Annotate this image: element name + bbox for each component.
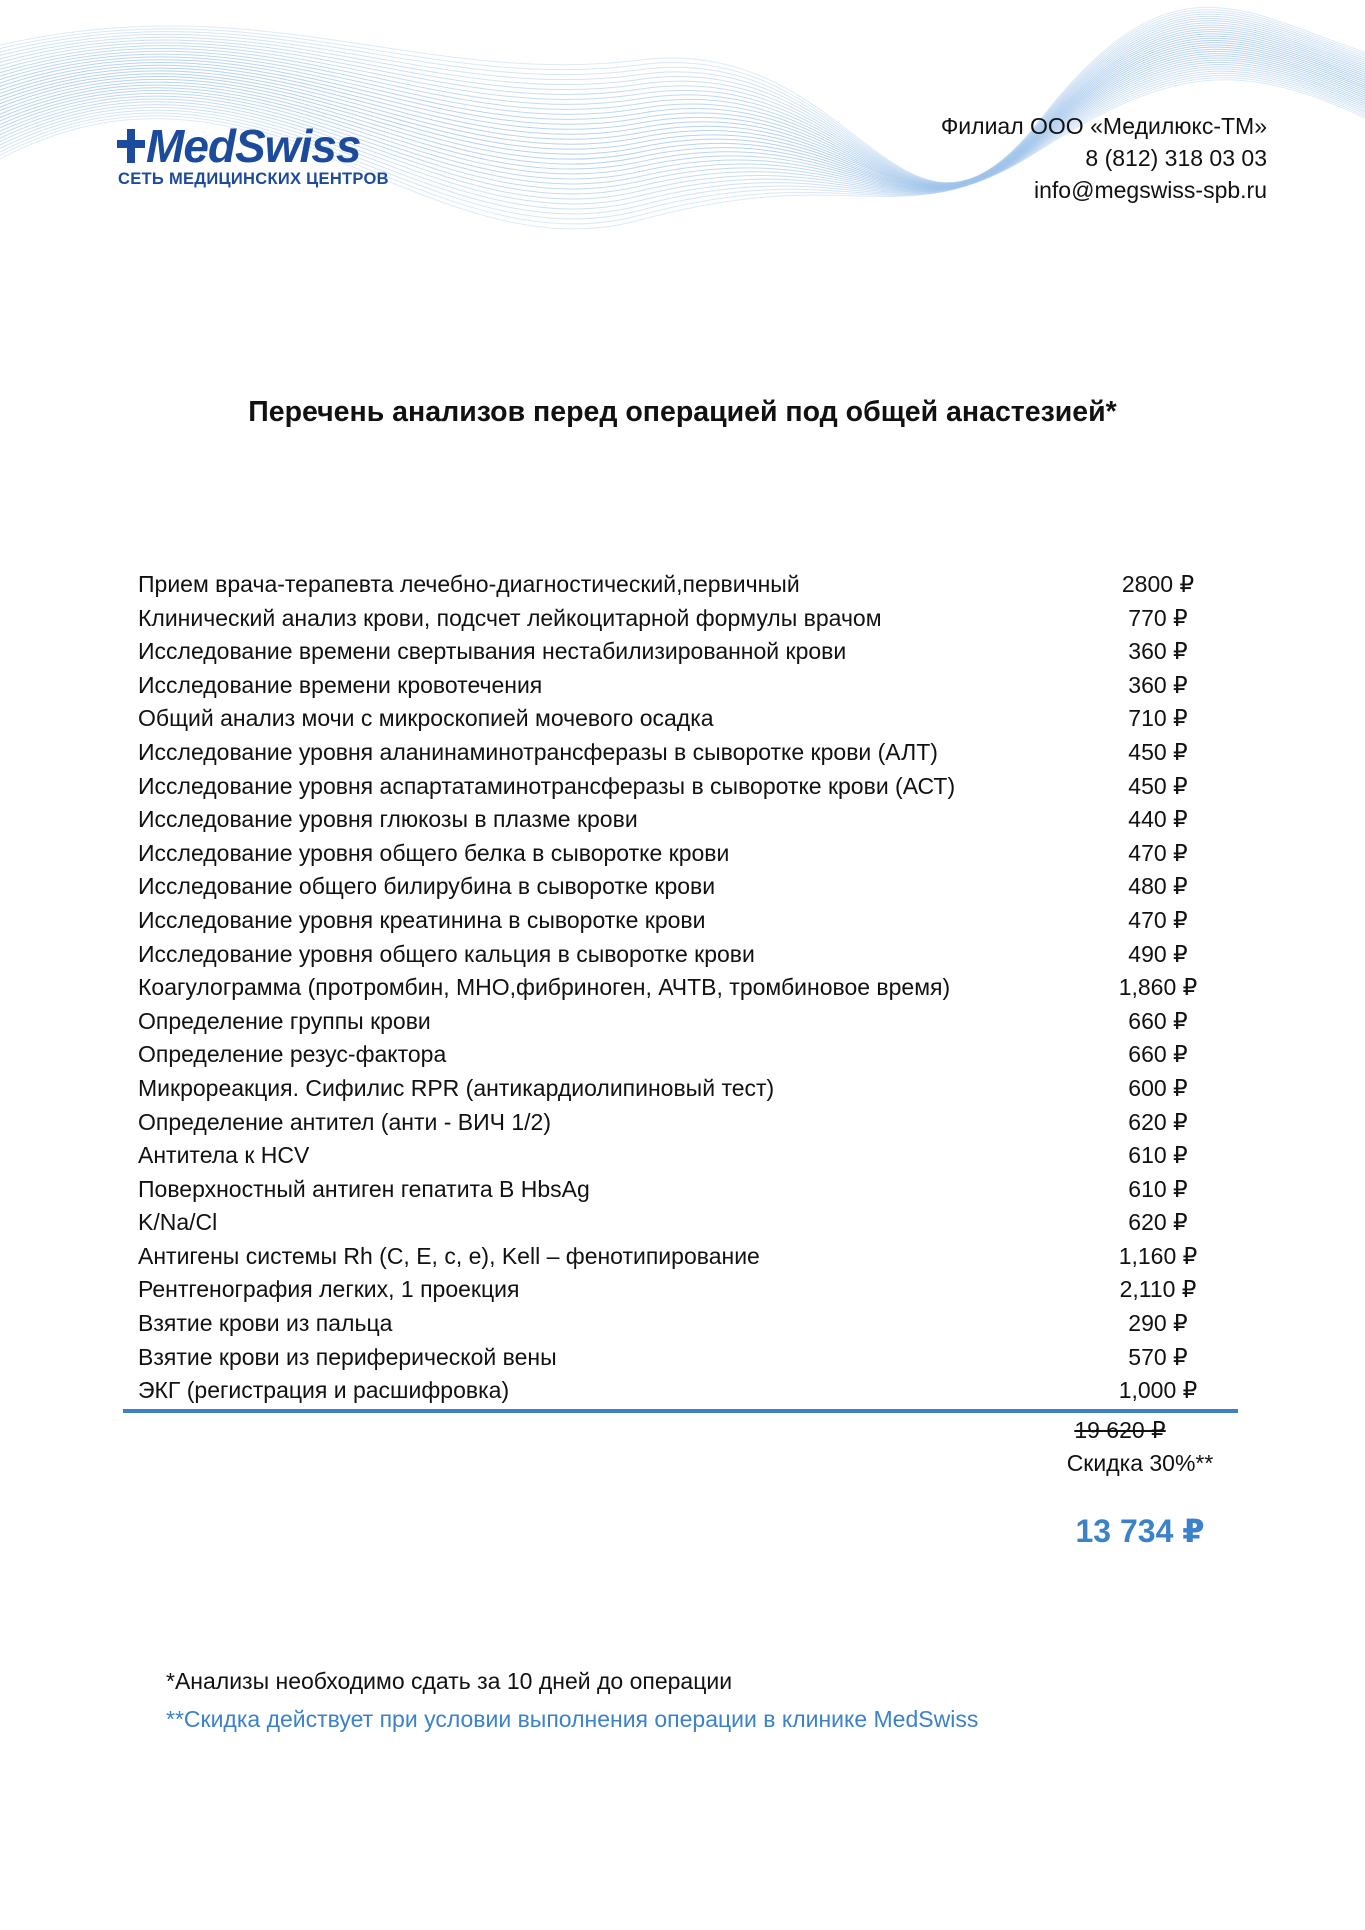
item-name: ЭКГ (регистрация и расшифровка) bbox=[138, 1377, 510, 1404]
list-item bbox=[138, 736, 1198, 770]
list-item bbox=[138, 904, 1198, 938]
company-name: Филиал ООО «Медилюкс-ТМ» bbox=[940, 113, 1267, 139]
item-name: Исследование общего билирубина в сыворотке крови bbox=[138, 873, 716, 900]
total-divider bbox=[123, 1409, 1238, 1413]
phone-number: 8 (812) 318 03 03 bbox=[1085, 145, 1267, 171]
item-name: Определение резус-фактора bbox=[138, 1041, 447, 1068]
list-item bbox=[138, 635, 1198, 669]
item-name: Рентгенография легких, 1 проекция bbox=[138, 1276, 520, 1303]
list-item bbox=[138, 971, 1198, 1005]
list-item bbox=[138, 803, 1198, 837]
item-name: Исследование уровня аспартатаминотрансферазы в сыворотке крови (АСТ) bbox=[138, 772, 956, 799]
list-item bbox=[138, 1072, 1198, 1106]
contacts-block bbox=[941, 110, 1267, 206]
item-name: Исследование уровня глюкозы в плазме крови bbox=[138, 806, 638, 833]
item-name: Взятие крови из пальца bbox=[138, 1310, 393, 1337]
list-item bbox=[138, 1374, 1198, 1408]
footnote-deadline: *Анализы необходимо сдать за 10 дней до операции bbox=[166, 1668, 733, 1694]
item-name: Клинический анализ крови, подсчет лейкоцитарной формулы врачом bbox=[138, 604, 882, 631]
list-item bbox=[138, 1106, 1198, 1140]
item-price: 620 ₽ bbox=[1128, 1209, 1188, 1236]
list-item bbox=[138, 1038, 1198, 1072]
item-name: Исследование уровня общего кальция в сыворотке крови bbox=[138, 940, 755, 967]
list-item bbox=[138, 770, 1198, 804]
list-item bbox=[138, 702, 1198, 736]
item-price: 2,110 ₽ bbox=[1119, 1276, 1197, 1303]
item-price: 470 ₽ bbox=[1128, 906, 1188, 933]
item-price: 610 ₽ bbox=[1128, 1175, 1188, 1202]
item-price: 610 ₽ bbox=[1128, 1142, 1188, 1169]
item-name: Исследование времени свертывания нестабилизированной крови bbox=[138, 638, 847, 665]
item-name: K/Na/Cl bbox=[138, 1209, 218, 1236]
item-name: Коагулограмма (протромбин, МНО,фибриноген, АЧТВ, тромбиновое время) bbox=[138, 974, 951, 1001]
list-item bbox=[138, 1341, 1198, 1375]
item-name: Исследование уровня общего белка в сыворотке крови bbox=[138, 839, 730, 866]
footnote-discount: **Скидка действует при условии выполнения операции в клинике MedSwiss bbox=[166, 1706, 979, 1732]
item-name: Антитела к HCV bbox=[138, 1142, 310, 1169]
item-name: Исследование уровня аланинаминотрансферазы в сыворотке крови (АЛТ) bbox=[138, 738, 938, 765]
item-price: 1,000 ₽ bbox=[1118, 1377, 1198, 1404]
list-item bbox=[138, 602, 1198, 636]
logo-subtitle: СЕТЬ МЕДИЦИНСКИХ ЦЕНТРОВ bbox=[118, 170, 389, 188]
analysis-list bbox=[138, 568, 1198, 1408]
item-name: Поверхностный антиген гепатита В HbsAg bbox=[138, 1175, 590, 1202]
item-price: 770 ₽ bbox=[1128, 604, 1188, 631]
list-item bbox=[138, 1240, 1198, 1274]
item-price: 480 ₽ bbox=[1128, 873, 1188, 900]
item-name: Исследование времени кровотечения bbox=[138, 671, 543, 698]
item-name: Прием врача-терапевта лечебно-диагностический,первичный bbox=[138, 571, 800, 597]
logo-wordmark: MedSwiss bbox=[116, 118, 360, 174]
list-item bbox=[138, 870, 1198, 904]
list-item bbox=[138, 1139, 1198, 1173]
item-price: 490 ₽ bbox=[1128, 940, 1188, 967]
item-price: 660 ₽ bbox=[1128, 1007, 1188, 1034]
item-price: 710 ₽ bbox=[1128, 705, 1188, 732]
item-price: 2800 ₽ bbox=[1121, 571, 1195, 597]
email-address: info@megswiss-spb.ru bbox=[1034, 177, 1267, 203]
item-price: 360 ₽ bbox=[1128, 638, 1188, 665]
item-price: 290 ₽ bbox=[1128, 1310, 1188, 1337]
item-name: Микрореакция. Сифилис RPR (антикардиолипиновый тест) bbox=[138, 1074, 775, 1101]
item-price: 450 ₽ bbox=[1128, 738, 1188, 765]
list-item bbox=[138, 837, 1198, 871]
list-item bbox=[138, 1273, 1198, 1307]
list-item bbox=[138, 1206, 1198, 1240]
list-item bbox=[138, 1307, 1198, 1341]
list-item bbox=[138, 938, 1198, 972]
item-price: 1,160 ₽ bbox=[1118, 1242, 1198, 1269]
item-name: Антигены системы Rh (C, E, c, e), Kell – фенотипирование bbox=[138, 1242, 760, 1269]
item-name: Исследование уровня креатинина в сыворотке крови bbox=[138, 906, 706, 933]
item-price: 360 ₽ bbox=[1128, 671, 1188, 698]
subtotal-price: 19 620 ₽ bbox=[1074, 1417, 1166, 1443]
page-title: Перечень анализов перед операцией под общей анастезией* bbox=[248, 396, 1117, 428]
item-price: 450 ₽ bbox=[1128, 772, 1188, 799]
item-price: 570 ₽ bbox=[1128, 1343, 1188, 1370]
total-price: 13 734 ₽ bbox=[1075, 1513, 1205, 1549]
item-price: 620 ₽ bbox=[1128, 1108, 1188, 1135]
list-item bbox=[138, 568, 1198, 602]
item-price: 600 ₽ bbox=[1128, 1074, 1188, 1101]
medical-cross-icon bbox=[116, 126, 146, 166]
discount-label: Скидка 30%** bbox=[1066, 1450, 1214, 1476]
item-name: Общий анализ мочи с микроскопией мочевого осадка bbox=[138, 705, 714, 732]
item-name: Определение группы крови bbox=[138, 1007, 431, 1034]
item-price: 1,860 ₽ bbox=[1118, 974, 1198, 1001]
item-price: 660 ₽ bbox=[1128, 1041, 1188, 1068]
list-item bbox=[138, 669, 1198, 703]
item-price: 470 ₽ bbox=[1128, 839, 1188, 866]
item-name: Определение антител (анти - ВИЧ 1/2) bbox=[138, 1108, 552, 1135]
item-price: 440 ₽ bbox=[1128, 806, 1188, 833]
list-item bbox=[138, 1005, 1198, 1039]
item-name: Взятие крови из периферической вены bbox=[138, 1343, 557, 1370]
medswiss-logo bbox=[116, 118, 406, 196]
list-item bbox=[138, 1173, 1198, 1207]
